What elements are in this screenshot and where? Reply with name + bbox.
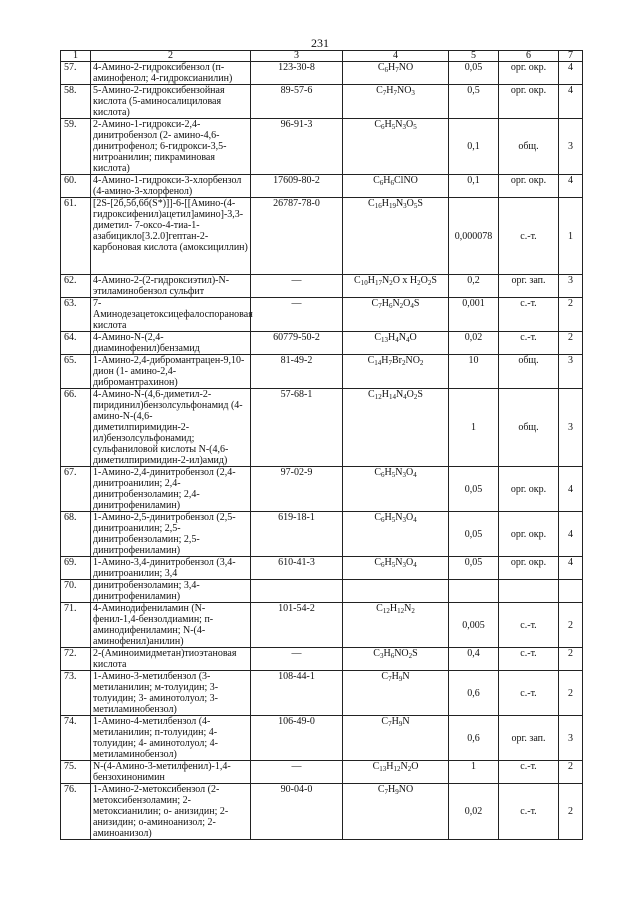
hazard-class: 3 xyxy=(559,389,583,467)
hazard-class: 3 xyxy=(559,716,583,761)
limit-value: 0,05 xyxy=(449,512,499,557)
cas-number xyxy=(251,580,343,603)
table-row xyxy=(61,784,583,840)
substance-name: 1-Амино-2,4-дибромантрацен-9,10-дион (1- амино-2,4-дибромантрахинон) xyxy=(91,355,251,389)
substance-name: 7-Аминодезацетоксицефалоспорановая кислота xyxy=(91,298,251,332)
hazard-type: с.-т. xyxy=(499,603,559,648)
formula: $C_{12}H_{12}N_2$ xyxy=(343,603,449,648)
table-row xyxy=(61,119,583,175)
cas-number: 57-68-1 xyxy=(251,389,343,467)
cas-number: 26787-78-0 xyxy=(251,198,343,275)
substance-name: 4-Аминодифениламин (N-фенил-1,4-бензолдиамин; п-аминодифениламин; N-(4-аминофенил)анилин) xyxy=(91,603,251,648)
hazard-class xyxy=(559,580,583,603)
header-cell: 4 xyxy=(343,51,449,62)
header-row xyxy=(61,51,583,62)
cas-number: — xyxy=(251,298,343,332)
limit-value: 0,6 xyxy=(449,716,499,761)
header-cell: 2 xyxy=(91,51,251,62)
substance-name: динитробензоламин; 3,4-динитрофениламин) xyxy=(91,580,251,603)
hazard-class: 2 xyxy=(559,761,583,784)
formula: $C_6H_5N_3O_4$ xyxy=(343,467,449,512)
cas-number: 123-30-8 xyxy=(251,62,343,85)
cas-number: 619-18-1 xyxy=(251,512,343,557)
cas-number: — xyxy=(251,648,343,671)
table-row xyxy=(61,716,583,761)
hazard-type: с.-т. xyxy=(499,298,559,332)
limit-value: 0,02 xyxy=(449,784,499,840)
hazard-type: с.-т. xyxy=(499,648,559,671)
substance-name: 1-Амино-2-метоксибензол (2-метоксибензоламин; 2-метоксианилин; о- анизидин; 2-анизидин; о-аминоанизол; 2-аминоанизол) xyxy=(91,784,251,840)
limit-value: 0,1 xyxy=(449,119,499,175)
formula: $C_7H_9N$ xyxy=(343,716,449,761)
hazard-type: орг. окр. xyxy=(499,557,559,580)
hazard-type: общ. xyxy=(499,355,559,389)
cas-number: 108-44-1 xyxy=(251,671,343,716)
formula: $C_7H_7NO_3$ xyxy=(343,85,449,119)
substance-name: [2S-[2б,5б,6б(S*)]]-6-[[Амино-(4-гидроксифенил)ацетил]амино]-3,3-диметил- 7-оксо-4-тиа-1-азабицикло[3.2.0]гептан-2- карбоновая кислота (амоксициллин) xyxy=(91,198,251,275)
substance-name: 1-Амино-2,4-динитробензол (2,4-динитроанилин; 2,4-динитробензоламин; 2,4-динитрофениламин) xyxy=(91,467,251,512)
hazard-type: с.-т. xyxy=(499,332,559,355)
formula: $C_{10}H_{17}N_2O$ x $H_2O_2S$ xyxy=(343,275,449,298)
cas-number: 60779-50-2 xyxy=(251,332,343,355)
limit-value: 10 xyxy=(449,355,499,389)
row-number: 72. xyxy=(61,648,91,671)
hazard-type: с.-т. xyxy=(499,671,559,716)
hazard-class: 4 xyxy=(559,175,583,198)
hazard-type: орг. окр. xyxy=(499,512,559,557)
hazard-type: орг. окр. xyxy=(499,85,559,119)
table-row xyxy=(61,275,583,298)
cas-number: 17609-80-2 xyxy=(251,175,343,198)
limit-value: 0,005 xyxy=(449,603,499,648)
cas-number: 97-02-9 xyxy=(251,467,343,512)
formula: $C_{16}H_{19}N_3O_5S$ xyxy=(343,198,449,275)
cas-number: 101-54-2 xyxy=(251,603,343,648)
hazard-type: общ. xyxy=(499,389,559,467)
header-cell: 3 xyxy=(251,51,343,62)
row-number: 65. xyxy=(61,355,91,389)
cas-number: 90-04-0 xyxy=(251,784,343,840)
limit-value: 0,4 xyxy=(449,648,499,671)
cas-number: 81-49-2 xyxy=(251,355,343,389)
substance-name: 4-Амино-1-гидрокси-3-хлорбензол (4-амино-3-хлорфенол) xyxy=(91,175,251,198)
hazard-type: с.-т. xyxy=(499,761,559,784)
row-number: 71. xyxy=(61,603,91,648)
substance-name: 4-Амино-2-гидроксибензол (п-аминофенол; 4-гидроксианилин) xyxy=(91,62,251,85)
table-row xyxy=(61,761,583,784)
substance-name: 4-Амино-N-(2,4-диаминофенил)бензамид xyxy=(91,332,251,355)
row-number: 60. xyxy=(61,175,91,198)
substance-name: 5-Амино-2-гидроксибензойная кислота (5-аминосалициловая кислота) xyxy=(91,85,251,119)
hazard-class: 2 xyxy=(559,603,583,648)
limit-value: 0,5 xyxy=(449,85,499,119)
cas-number: — xyxy=(251,275,343,298)
limit-value: 0,1 xyxy=(449,175,499,198)
page-number: 231 xyxy=(311,36,329,50)
row-number: 59. xyxy=(61,119,91,175)
limit-value: 0,001 xyxy=(449,298,499,332)
table-row xyxy=(61,62,583,85)
hazard-type: орг. окр. xyxy=(499,175,559,198)
substance-name: 1-Амино-3-метилбензол (3-метиланилин; м-толуидин; 3-толуидин; 3- аминотолуол; 3-метиламинобензол) xyxy=(91,671,251,716)
hazard-class: 2 xyxy=(559,298,583,332)
limit-value: 0,05 xyxy=(449,467,499,512)
formula: $C_6H_5N_3O_4$ xyxy=(343,557,449,580)
hazard-class: 2 xyxy=(559,784,583,840)
row-number: 64. xyxy=(61,332,91,355)
hazard-type: общ. xyxy=(499,119,559,175)
formula: $C_6H_6ClNO$ xyxy=(343,175,449,198)
table-row xyxy=(61,467,583,512)
substance-name: 1-Амино-2,5-динитробензол (2,5-динитроанилин; 2,5-динитробензоламин; 2,5-динитрофениламин) xyxy=(91,512,251,557)
hazard-type: орг. зап. xyxy=(499,275,559,298)
limit-value: 0,02 xyxy=(449,332,499,355)
substance-name: 1-Амино-3,4-динитробензол (3,4-динитроанилин; 3,4 xyxy=(91,557,251,580)
cas-number: 106-49-0 xyxy=(251,716,343,761)
hazard-class: 2 xyxy=(559,671,583,716)
hazard-class: 4 xyxy=(559,85,583,119)
row-number: 68. xyxy=(61,512,91,557)
row-number: 62. xyxy=(61,275,91,298)
hazard-class: 2 xyxy=(559,332,583,355)
formula xyxy=(343,580,449,603)
row-number: 76. xyxy=(61,784,91,840)
table-row xyxy=(61,355,583,389)
table-row xyxy=(61,557,583,580)
substance-name: N-(4-Амино-3-метилфенил)-1,4-бензохинонимин xyxy=(91,761,251,784)
table-row xyxy=(61,298,583,332)
formula: $C_6H_5N_3O_4$ xyxy=(343,512,449,557)
header-cell: 5 xyxy=(449,51,499,62)
hazard-class: 3 xyxy=(559,355,583,389)
formula: $C_7H_9NO$ xyxy=(343,784,449,840)
hazard-type: орг. окр. xyxy=(499,467,559,512)
row-number: 58. xyxy=(61,85,91,119)
hazard-type xyxy=(499,580,559,603)
cas-number: — xyxy=(251,761,343,784)
substance-name: 2-Амино-1-гидрокси-2,4-динитробензол (2- амино-4,6-динитрофенол; 6-гидрокси-3,5- нитроанилин; пикраминовая кислота) xyxy=(91,119,251,175)
table-row xyxy=(61,512,583,557)
formula: $C_6H_5N_3O_5$ xyxy=(343,119,449,175)
hazard-class: 3 xyxy=(559,275,583,298)
row-number: 74. xyxy=(61,716,91,761)
cas-number: 96-91-3 xyxy=(251,119,343,175)
row-number: 70. xyxy=(61,580,91,603)
hazard-class: 4 xyxy=(559,557,583,580)
row-number: 69. xyxy=(61,557,91,580)
hazard-type: орг. окр. xyxy=(499,62,559,85)
hazard-type: орг. зап. xyxy=(499,716,559,761)
hazard-class: 3 xyxy=(559,119,583,175)
table-row xyxy=(61,389,583,467)
cas-number: 89-57-6 xyxy=(251,85,343,119)
limit-value: 0,2 xyxy=(449,275,499,298)
row-number: 73. xyxy=(61,671,91,716)
limit-value: 0,05 xyxy=(449,62,499,85)
hazard-type: с.-т. xyxy=(499,784,559,840)
limit-value: 0,6 xyxy=(449,671,499,716)
formula: $C_6H_7NO$ xyxy=(343,62,449,85)
table-row xyxy=(61,332,583,355)
table-row xyxy=(61,85,583,119)
limit-value: 1 xyxy=(449,389,499,467)
hazard-class: 2 xyxy=(559,648,583,671)
header-cell: 6 xyxy=(499,51,559,62)
substance-name: 1-Амино-4-метилбензол (4-метиланилин; п-толуидин; 4-толуидин; 4- аминотолуол; 4-метиламинобензол) xyxy=(91,716,251,761)
limit-value: 1 xyxy=(449,761,499,784)
formula: $C_7H_6N_2O_4S$ xyxy=(343,298,449,332)
table-row xyxy=(61,198,583,275)
substances-table xyxy=(60,50,583,840)
table-row xyxy=(61,580,583,603)
limit-value: 0,05 xyxy=(449,557,499,580)
table-row xyxy=(61,648,583,671)
hazard-class: 4 xyxy=(559,512,583,557)
formula: $C_{14}H_7Br_2NO_2$ xyxy=(343,355,449,389)
formula: $C_3H_6NO_2S$ xyxy=(343,648,449,671)
table-row xyxy=(61,175,583,198)
substance-name: 4-Амино-N-(4,6-диметил-2-пиридинил)бензолсульфонамид (4-амино-N-(4,6-диметилпиримидин-2-ил)бензолсульфонамид; сульфаниловой кислоты N-(4,6-диметилпиримидин-2-ил)амид) xyxy=(91,389,251,467)
hazard-class: 4 xyxy=(559,62,583,85)
table-row xyxy=(61,671,583,716)
table-row xyxy=(61,603,583,648)
substance-name: 2-(Аминоимидметан)тиоэтановая кислота xyxy=(91,648,251,671)
header-cell: 1 xyxy=(61,51,91,62)
cas-number: 610-41-3 xyxy=(251,557,343,580)
row-number: 61. xyxy=(61,198,91,275)
header-cell: 7 xyxy=(559,51,583,62)
limit-value: 0,000078 xyxy=(449,198,499,275)
formula: $C_{13}H_4N_4O$ xyxy=(343,332,449,355)
formula: $C_{13}H_{12}N_2O$ xyxy=(343,761,449,784)
hazard-class: 4 xyxy=(559,467,583,512)
hazard-type: с.-т. xyxy=(499,198,559,275)
formula: $C_7H_9N$ xyxy=(343,671,449,716)
row-number: 75. xyxy=(61,761,91,784)
row-number: 66. xyxy=(61,389,91,467)
substance-name: 4-Амино-2-(2-гидроксиэтил)-N-этиламинобензол сульфит xyxy=(91,275,251,298)
limit-value xyxy=(449,580,499,603)
row-number: 57. xyxy=(61,62,91,85)
hazard-class: 1 xyxy=(559,198,583,275)
formula: $C_{12}H_{14}N_4O_2S$ xyxy=(343,389,449,467)
row-number: 63. xyxy=(61,298,91,332)
row-number: 67. xyxy=(61,467,91,512)
